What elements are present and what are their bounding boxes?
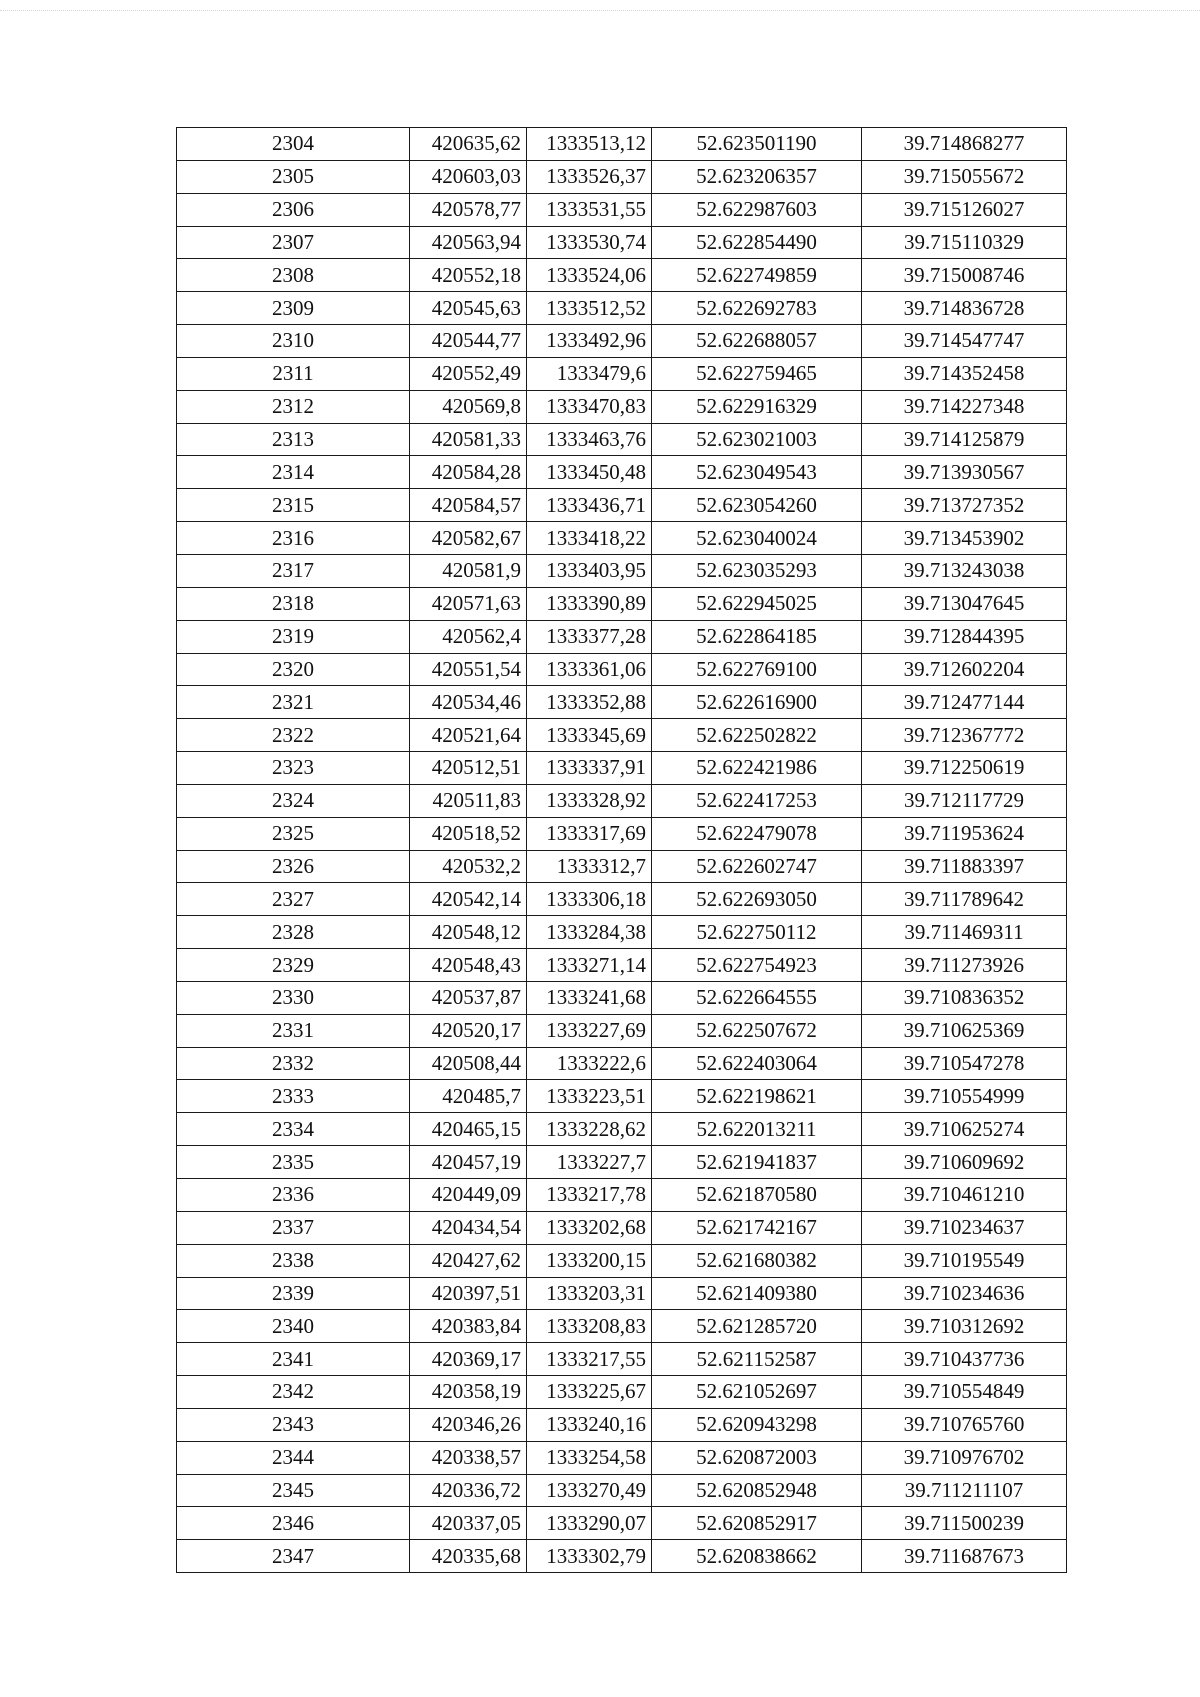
table-row: [177, 949, 1067, 982]
latitude-cell: 52.621870580: [652, 1179, 862, 1212]
y-coordinate-cell: 1333222,6: [527, 1047, 652, 1080]
x-coordinate-cell: 420532,2: [410, 850, 527, 883]
point-number-cell: 2330: [177, 981, 410, 1014]
longitude-cell: 39.711953624: [862, 817, 1067, 850]
longitude-cell: 39.712250619: [862, 752, 1067, 785]
point-number-cell: 2345: [177, 1474, 410, 1507]
y-coordinate-cell: 1333403,95: [527, 554, 652, 587]
latitude-cell: 52.623206357: [652, 160, 862, 193]
point-number-cell: 2304: [177, 128, 410, 161]
y-coordinate-cell: 1333524,06: [527, 259, 652, 292]
x-coordinate-cell: 420518,52: [410, 817, 527, 850]
latitude-cell: 52.620943298: [652, 1408, 862, 1441]
latitude-cell: 52.622198621: [652, 1080, 862, 1113]
table-row: [177, 883, 1067, 916]
x-coordinate-cell: 420485,7: [410, 1080, 527, 1113]
longitude-cell: 39.715110329: [862, 226, 1067, 259]
table-row: [177, 1211, 1067, 1244]
x-coordinate-cell: 420512,51: [410, 752, 527, 785]
y-coordinate-cell: 1333271,14: [527, 949, 652, 982]
point-number-cell: 2308: [177, 259, 410, 292]
table-row: [177, 292, 1067, 325]
table-row: [177, 587, 1067, 620]
longitude-cell: 39.710625369: [862, 1014, 1067, 1047]
latitude-cell: 52.622754923: [652, 949, 862, 982]
y-coordinate-cell: 1333241,68: [527, 981, 652, 1014]
table-row: [177, 1179, 1067, 1212]
point-number-cell: 2312: [177, 390, 410, 423]
table-row: [177, 752, 1067, 785]
table-row: [177, 1080, 1067, 1113]
y-coordinate-cell: 1333227,69: [527, 1014, 652, 1047]
point-number-cell: 2315: [177, 489, 410, 522]
longitude-cell: 39.711687673: [862, 1540, 1067, 1573]
point-number-cell: 2335: [177, 1146, 410, 1179]
point-number-cell: 2340: [177, 1310, 410, 1343]
longitude-cell: 39.710765760: [862, 1408, 1067, 1441]
y-coordinate-cell: 1333240,16: [527, 1408, 652, 1441]
point-number-cell: 2309: [177, 292, 410, 325]
longitude-cell: 39.710836352: [862, 981, 1067, 1014]
point-number-cell: 2334: [177, 1113, 410, 1146]
x-coordinate-cell: 420603,03: [410, 160, 527, 193]
x-coordinate-cell: 420537,87: [410, 981, 527, 1014]
x-coordinate-cell: 420338,57: [410, 1441, 527, 1474]
longitude-cell: 39.712367772: [862, 719, 1067, 752]
y-coordinate-cell: 1333217,55: [527, 1343, 652, 1376]
x-coordinate-cell: 420457,19: [410, 1146, 527, 1179]
y-coordinate-cell: 1333312,7: [527, 850, 652, 883]
point-number-cell: 2320: [177, 653, 410, 686]
longitude-cell: 39.710312692: [862, 1310, 1067, 1343]
latitude-cell: 52.622664555: [652, 981, 862, 1014]
y-coordinate-cell: 1333317,69: [527, 817, 652, 850]
latitude-cell: 52.621285720: [652, 1310, 862, 1343]
point-number-cell: 2310: [177, 325, 410, 358]
y-coordinate-cell: 1333284,38: [527, 916, 652, 949]
latitude-cell: 52.621742167: [652, 1211, 862, 1244]
x-coordinate-cell: 420562,4: [410, 620, 527, 653]
point-number-cell: 2327: [177, 883, 410, 916]
table-row: [177, 620, 1067, 653]
x-coordinate-cell: 420563,94: [410, 226, 527, 259]
point-number-cell: 2316: [177, 522, 410, 555]
y-coordinate-cell: 1333202,68: [527, 1211, 652, 1244]
point-number-cell: 2336: [177, 1179, 410, 1212]
table-row: [177, 357, 1067, 390]
point-number-cell: 2321: [177, 686, 410, 719]
y-coordinate-cell: 1333512,52: [527, 292, 652, 325]
longitude-cell: 39.715008746: [862, 259, 1067, 292]
table-row: [177, 817, 1067, 850]
latitude-cell: 52.620838662: [652, 1540, 862, 1573]
table-row: [177, 1540, 1067, 1573]
longitude-cell: 39.710554999: [862, 1080, 1067, 1113]
x-coordinate-cell: 420584,57: [410, 489, 527, 522]
table-row: [177, 1507, 1067, 1540]
x-coordinate-cell: 420511,83: [410, 784, 527, 817]
latitude-cell: 52.622750112: [652, 916, 862, 949]
latitude-cell: 52.622854490: [652, 226, 862, 259]
x-coordinate-cell: 420548,43: [410, 949, 527, 982]
longitude-cell: 39.713727352: [862, 489, 1067, 522]
longitude-cell: 39.713930567: [862, 456, 1067, 489]
y-coordinate-cell: 1333450,48: [527, 456, 652, 489]
point-number-cell: 2322: [177, 719, 410, 752]
y-coordinate-cell: 1333463,76: [527, 423, 652, 456]
y-coordinate-cell: 1333203,31: [527, 1277, 652, 1310]
y-coordinate-cell: 1333306,18: [527, 883, 652, 916]
longitude-cell: 39.710547278: [862, 1047, 1067, 1080]
y-coordinate-cell: 1333328,92: [527, 784, 652, 817]
point-number-cell: 2307: [177, 226, 410, 259]
latitude-cell: 52.623054260: [652, 489, 862, 522]
latitude-cell: 52.622507672: [652, 1014, 862, 1047]
longitude-cell: 39.711273926: [862, 949, 1067, 982]
x-coordinate-cell: 420465,15: [410, 1113, 527, 1146]
point-number-cell: 2319: [177, 620, 410, 653]
y-coordinate-cell: 1333513,12: [527, 128, 652, 161]
longitude-cell: 39.711211107: [862, 1474, 1067, 1507]
point-number-cell: 2341: [177, 1343, 410, 1376]
x-coordinate-cell: 420336,72: [410, 1474, 527, 1507]
x-coordinate-cell: 420520,17: [410, 1014, 527, 1047]
point-number-cell: 2306: [177, 193, 410, 226]
latitude-cell: 52.621152587: [652, 1343, 862, 1376]
latitude-cell: 52.622987603: [652, 193, 862, 226]
table-row: [177, 489, 1067, 522]
point-number-cell: 2337: [177, 1211, 410, 1244]
table-row: [177, 325, 1067, 358]
longitude-cell: 39.714125879: [862, 423, 1067, 456]
latitude-cell: 52.620872003: [652, 1441, 862, 1474]
x-coordinate-cell: 420569,8: [410, 390, 527, 423]
x-coordinate-cell: 420508,44: [410, 1047, 527, 1080]
longitude-cell: 39.711883397: [862, 850, 1067, 883]
y-coordinate-cell: 1333227,7: [527, 1146, 652, 1179]
longitude-cell: 39.710437736: [862, 1343, 1067, 1376]
latitude-cell: 52.623021003: [652, 423, 862, 456]
y-coordinate-cell: 1333531,55: [527, 193, 652, 226]
latitude-cell: 52.621052697: [652, 1376, 862, 1409]
y-coordinate-cell: 1333254,58: [527, 1441, 652, 1474]
longitude-cell: 39.710234636: [862, 1277, 1067, 1310]
table-row: [177, 1244, 1067, 1277]
point-number-cell: 2328: [177, 916, 410, 949]
table-row: [177, 259, 1067, 292]
x-coordinate-cell: 420369,17: [410, 1343, 527, 1376]
y-coordinate-cell: 1333200,15: [527, 1244, 652, 1277]
x-coordinate-cell: 420551,54: [410, 653, 527, 686]
latitude-cell: 52.622749859: [652, 259, 862, 292]
y-coordinate-cell: 1333390,89: [527, 587, 652, 620]
scan-edge-line: [0, 10, 1200, 11]
table-row: [177, 1146, 1067, 1179]
y-coordinate-cell: 1333290,07: [527, 1507, 652, 1540]
latitude-cell: 52.622403064: [652, 1047, 862, 1080]
latitude-cell: 52.622013211: [652, 1113, 862, 1146]
table-row: [177, 554, 1067, 587]
table-row: [177, 686, 1067, 719]
latitude-cell: 52.623035293: [652, 554, 862, 587]
table-row: [177, 1277, 1067, 1310]
point-number-cell: 2346: [177, 1507, 410, 1540]
y-coordinate-cell: 1333228,62: [527, 1113, 652, 1146]
y-coordinate-cell: 1333223,51: [527, 1080, 652, 1113]
y-coordinate-cell: 1333217,78: [527, 1179, 652, 1212]
point-number-cell: 2338: [177, 1244, 410, 1277]
table-row: [177, 784, 1067, 817]
y-coordinate-cell: 1333470,83: [527, 390, 652, 423]
x-coordinate-cell: 420335,68: [410, 1540, 527, 1573]
point-number-cell: 2317: [177, 554, 410, 587]
table-row: [177, 1408, 1067, 1441]
point-number-cell: 2339: [177, 1277, 410, 1310]
x-coordinate-cell: 420581,9: [410, 554, 527, 587]
x-coordinate-cell: 420521,64: [410, 719, 527, 752]
point-number-cell: 2325: [177, 817, 410, 850]
point-number-cell: 2323: [177, 752, 410, 785]
longitude-cell: 39.710609692: [862, 1146, 1067, 1179]
longitude-cell: 39.714352458: [862, 357, 1067, 390]
longitude-cell: 39.710554849: [862, 1376, 1067, 1409]
table-row: [177, 1441, 1067, 1474]
table-row: [177, 981, 1067, 1014]
point-number-cell: 2343: [177, 1408, 410, 1441]
x-coordinate-cell: 420383,84: [410, 1310, 527, 1343]
point-number-cell: 2342: [177, 1376, 410, 1409]
y-coordinate-cell: 1333479,6: [527, 357, 652, 390]
longitude-cell: 39.710461210: [862, 1179, 1067, 1212]
y-coordinate-cell: 1333418,22: [527, 522, 652, 555]
table-row: [177, 1014, 1067, 1047]
x-coordinate-cell: 420397,51: [410, 1277, 527, 1310]
y-coordinate-cell: 1333361,06: [527, 653, 652, 686]
table-row: [177, 390, 1067, 423]
latitude-cell: 52.622479078: [652, 817, 862, 850]
longitude-cell: 39.715055672: [862, 160, 1067, 193]
point-number-cell: 2332: [177, 1047, 410, 1080]
table-row: [177, 1474, 1067, 1507]
y-coordinate-cell: 1333225,67: [527, 1376, 652, 1409]
table-row: [177, 850, 1067, 883]
x-coordinate-cell: 420581,33: [410, 423, 527, 456]
y-coordinate-cell: 1333208,83: [527, 1310, 652, 1343]
x-coordinate-cell: 420552,49: [410, 357, 527, 390]
table-row: [177, 916, 1067, 949]
x-coordinate-cell: 420552,18: [410, 259, 527, 292]
x-coordinate-cell: 420635,62: [410, 128, 527, 161]
longitude-cell: 39.710234637: [862, 1211, 1067, 1244]
table-row: [177, 226, 1067, 259]
x-coordinate-cell: 420346,26: [410, 1408, 527, 1441]
y-coordinate-cell: 1333492,96: [527, 325, 652, 358]
y-coordinate-cell: 1333352,88: [527, 686, 652, 719]
y-coordinate-cell: 1333530,74: [527, 226, 652, 259]
table-row: [177, 456, 1067, 489]
latitude-cell: 52.622864185: [652, 620, 862, 653]
table-row: [177, 719, 1067, 752]
x-coordinate-cell: 420548,12: [410, 916, 527, 949]
longitude-cell: 39.714868277: [862, 128, 1067, 161]
latitude-cell: 52.622417253: [652, 784, 862, 817]
longitude-cell: 39.711469311: [862, 916, 1067, 949]
table-row: [177, 653, 1067, 686]
point-number-cell: 2347: [177, 1540, 410, 1573]
point-number-cell: 2329: [177, 949, 410, 982]
latitude-cell: 52.621409380: [652, 1277, 862, 1310]
x-coordinate-cell: 420358,19: [410, 1376, 527, 1409]
x-coordinate-cell: 420584,28: [410, 456, 527, 489]
x-coordinate-cell: 420571,63: [410, 587, 527, 620]
point-number-cell: 2326: [177, 850, 410, 883]
latitude-cell: 52.621680382: [652, 1244, 862, 1277]
table-row: [177, 522, 1067, 555]
point-number-cell: 2314: [177, 456, 410, 489]
longitude-cell: 39.713243038: [862, 554, 1067, 587]
latitude-cell: 52.622693050: [652, 883, 862, 916]
point-number-cell: 2333: [177, 1080, 410, 1113]
longitude-cell: 39.712477144: [862, 686, 1067, 719]
y-coordinate-cell: 1333345,69: [527, 719, 652, 752]
longitude-cell: 39.710625274: [862, 1113, 1067, 1146]
latitude-cell: 52.622616900: [652, 686, 862, 719]
table-row: [177, 1113, 1067, 1146]
point-number-cell: 2344: [177, 1441, 410, 1474]
table-row: [177, 160, 1067, 193]
point-number-cell: 2305: [177, 160, 410, 193]
longitude-cell: 39.715126027: [862, 193, 1067, 226]
longitude-cell: 39.714227348: [862, 390, 1067, 423]
table-row: [177, 423, 1067, 456]
x-coordinate-cell: 420534,46: [410, 686, 527, 719]
y-coordinate-cell: 1333302,79: [527, 1540, 652, 1573]
longitude-cell: 39.712117729: [862, 784, 1067, 817]
latitude-cell: 52.623040024: [652, 522, 862, 555]
latitude-cell: 52.622692783: [652, 292, 862, 325]
x-coordinate-cell: 420427,62: [410, 1244, 527, 1277]
table-row: [177, 1376, 1067, 1409]
longitude-cell: 39.711789642: [862, 883, 1067, 916]
longitude-cell: 39.713047645: [862, 587, 1067, 620]
longitude-cell: 39.710195549: [862, 1244, 1067, 1277]
latitude-cell: 52.622769100: [652, 653, 862, 686]
latitude-cell: 52.623049543: [652, 456, 862, 489]
y-coordinate-cell: 1333436,71: [527, 489, 652, 522]
latitude-cell: 52.622421986: [652, 752, 862, 785]
latitude-cell: 52.622759465: [652, 357, 862, 390]
point-number-cell: 2313: [177, 423, 410, 456]
longitude-cell: 39.713453902: [862, 522, 1067, 555]
y-coordinate-cell: 1333270,49: [527, 1474, 652, 1507]
x-coordinate-cell: 420337,05: [410, 1507, 527, 1540]
y-coordinate-cell: 1333526,37: [527, 160, 652, 193]
table-row: [177, 1310, 1067, 1343]
x-coordinate-cell: 420578,77: [410, 193, 527, 226]
coordinates-table: [176, 127, 1067, 1573]
longitude-cell: 39.714547747: [862, 325, 1067, 358]
latitude-cell: 52.622502822: [652, 719, 862, 752]
point-number-cell: 2311: [177, 357, 410, 390]
point-number-cell: 2324: [177, 784, 410, 817]
x-coordinate-cell: 420434,54: [410, 1211, 527, 1244]
longitude-cell: 39.712602204: [862, 653, 1067, 686]
longitude-cell: 39.710976702: [862, 1441, 1067, 1474]
latitude-cell: 52.622688057: [652, 325, 862, 358]
x-coordinate-cell: 420449,09: [410, 1179, 527, 1212]
longitude-cell: 39.712844395: [862, 620, 1067, 653]
latitude-cell: 52.622916329: [652, 390, 862, 423]
y-coordinate-cell: 1333337,91: [527, 752, 652, 785]
point-number-cell: 2318: [177, 587, 410, 620]
x-coordinate-cell: 420542,14: [410, 883, 527, 916]
table-row: [177, 193, 1067, 226]
table-row: [177, 1343, 1067, 1376]
longitude-cell: 39.714836728: [862, 292, 1067, 325]
latitude-cell: 52.621941837: [652, 1146, 862, 1179]
coordinates-table-body: [177, 128, 1067, 1573]
longitude-cell: 39.711500239: [862, 1507, 1067, 1540]
latitude-cell: 52.623501190: [652, 128, 862, 161]
x-coordinate-cell: 420544,77: [410, 325, 527, 358]
y-coordinate-cell: 1333377,28: [527, 620, 652, 653]
table-row: [177, 128, 1067, 161]
latitude-cell: 52.622945025: [652, 587, 862, 620]
table-row: [177, 1047, 1067, 1080]
x-coordinate-cell: 420545,63: [410, 292, 527, 325]
latitude-cell: 52.620852917: [652, 1507, 862, 1540]
latitude-cell: 52.620852948: [652, 1474, 862, 1507]
latitude-cell: 52.622602747: [652, 850, 862, 883]
point-number-cell: 2331: [177, 1014, 410, 1047]
x-coordinate-cell: 420582,67: [410, 522, 527, 555]
